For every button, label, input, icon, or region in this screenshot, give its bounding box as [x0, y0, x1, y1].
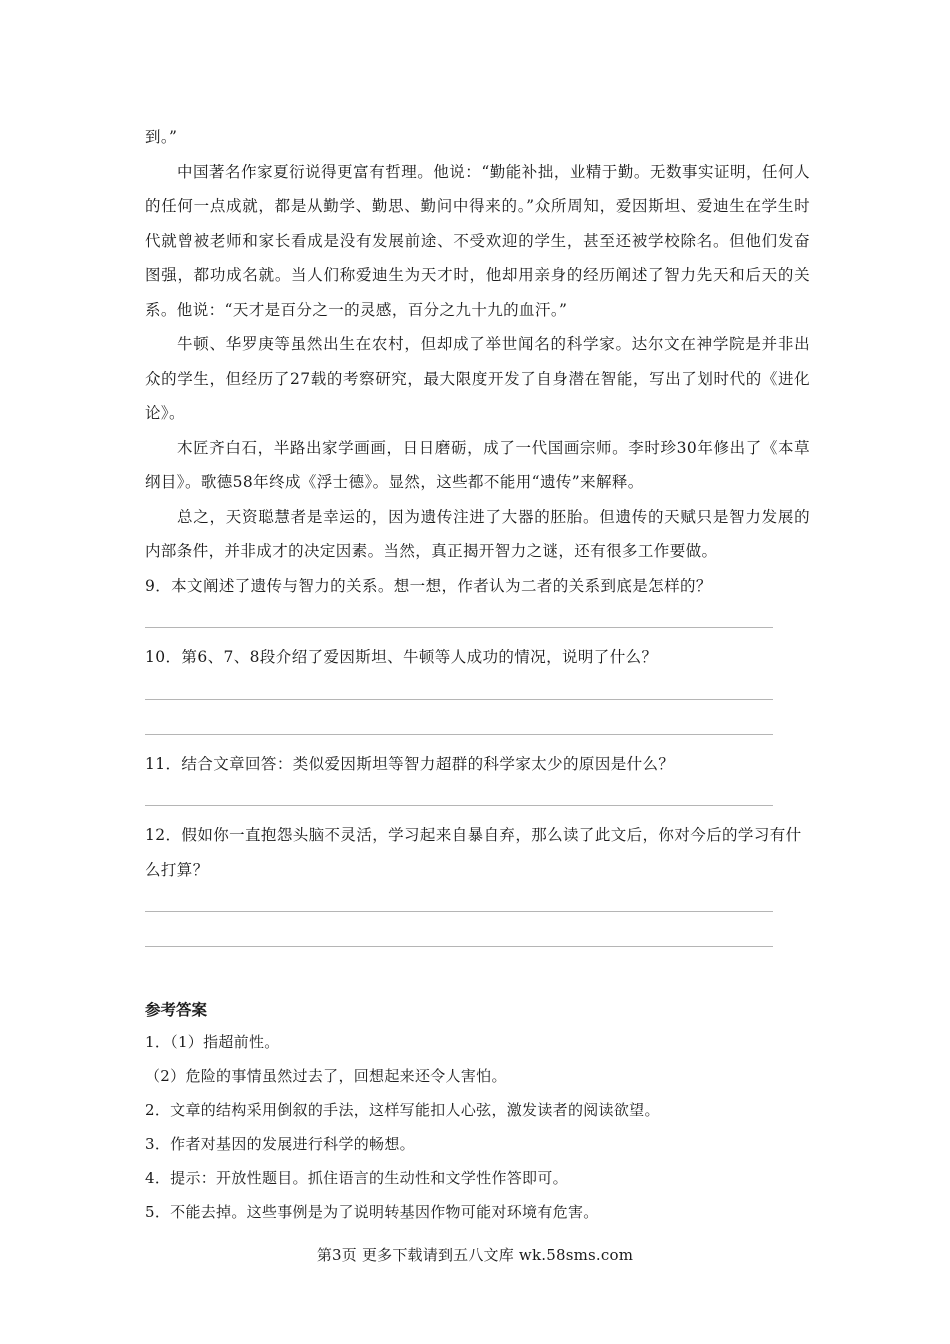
- paragraph-xia-yan: 中国著名作家夏衍说得更富有哲理。他说：“勤能补拙，业精于勤。无数事实证明，任何人的任何一点成就，都是从勤学、勤思、勤问中得来的。”众所周知，爱因斯坦、爱迪生在学生时代就曾被老师和家长看成是没有发展前途、不受欢迎的学生，甚至还被学校除名。但他们发奋图强，都功成名就。当人们称爱迪生为天才时，他却用亲身的经历阐述了智力先天和后天的关系。他说：“天才是百分之一的灵感，百分之九十九的血汗。”: [145, 162, 810, 319]
- question-9: 9．本文阐述了遗传与智力的关系。想一想，作者认为二者的关系到底是怎样的？: [145, 576, 712, 595]
- paragraph-newton: 牛顿、华罗庚等虽然出生在农村，但却成了举世闻名的科学家。达尔文在神学院是并非出众的学生，但经历了27载的考察研究，最大限度开发了自身潜在智能，写出了划时代的《进化论》。: [145, 335, 810, 422]
- answer-item: 2．文章的结构采用倒叙的手法，这样写能扣人心弦，激发读者的阅读欲望。: [145, 1101, 660, 1119]
- answer-line[interactable]: [145, 603, 773, 628]
- answer-line[interactable]: [145, 781, 773, 806]
- answer-item: （2）危险的事情虽然过去了，回想起来还令人害怕。: [145, 1067, 507, 1085]
- answer-line[interactable]: [145, 912, 773, 947]
- question-11: 11．结合文章回答：类似爱因斯坦等智力超群的科学家太少的原因是什么？: [145, 754, 675, 773]
- paragraph-continuation: 到。”: [145, 128, 178, 146]
- paragraph-conclusion: 总之，天资聪慧者是幸运的，因为遗传注进了大器的胚胎。但遗传的天赋只是智力发展的内部条件，并非成才的决定因素。当然，真正揭开智力之谜，还有很多工作要做。: [145, 507, 810, 560]
- paragraph-qi-baishi: 木匠齐白石，半路出家学画画，日日磨砺，成了一代国画宗师。李时珍30年修出了《本草纲目》。歌德58年终成《浮士德》。显然，这些都不能用“遗传”来解释。: [145, 438, 810, 491]
- page-content: [145, 120, 810, 1229]
- answer-item: 5．不能去掉。这些事例是为了说明转基因作物可能对环境有危害。: [145, 1203, 599, 1221]
- answer-item: 1．（1）指超前性。: [145, 1033, 280, 1051]
- answer-line[interactable]: [145, 675, 773, 700]
- question-10: 10．第6、7、8段介绍了爱因斯坦、牛顿等人成功的情况，说明了什么？: [145, 648, 658, 666]
- question-12: 12．假如你一直抱怨头脑不灵活，学习起来自暴自弃，那么读了此文后，你对今后的学习有什么打算？: [145, 826, 802, 879]
- answer-line[interactable]: [145, 887, 773, 912]
- answer-item: 3．作者对基因的发展进行科学的畅想。: [145, 1135, 415, 1153]
- answer-line[interactable]: [145, 700, 773, 735]
- page-footer: 第3页 更多下载请到五八文库 wk.58sms.com: [316, 1246, 634, 1264]
- answers-title: 参考答案: [145, 1001, 208, 1019]
- answer-item: 4．提示：开放性题目。抓住语言的生动性和文学性作答即可。: [145, 1169, 568, 1187]
